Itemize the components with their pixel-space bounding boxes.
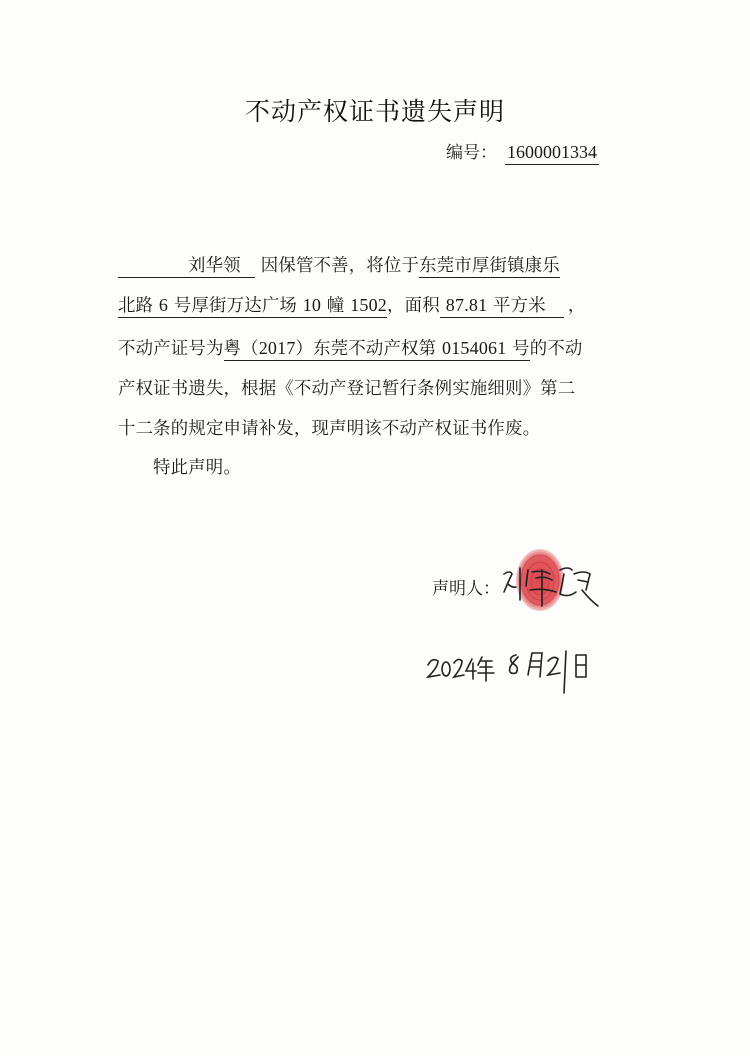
building-number: 10 (302, 295, 322, 315)
certificate-number-field (224, 339, 530, 361)
body-text: 的不动 (529, 339, 583, 359)
handwritten-date (424, 645, 604, 697)
cert-year: 2017 (258, 338, 296, 358)
signature-label: 声明人： (432, 579, 500, 599)
body-text: ， (567, 296, 586, 316)
document-title: 不动产权证书遗失声明 (244, 97, 505, 126)
body-text: ，面积 (387, 296, 440, 316)
closing-statement: 特此声明。 (153, 458, 241, 478)
body-text: 不动产证号为 (118, 339, 224, 359)
cert-number: 0154061 (442, 338, 507, 358)
body-line-4: 产权证书遗失，根据《不动产登记暂行条例实施细则》第二 (118, 379, 576, 399)
area-value: 87.81 (445, 295, 488, 315)
handwritten-signature (498, 540, 608, 620)
cert-text: 号 (512, 339, 530, 359)
area-unit: 平方米 (493, 296, 546, 316)
body-line-3 (118, 337, 583, 360)
document-number-value: 1600001334 (505, 142, 599, 165)
address-text: 号厚街万达广场 (173, 296, 297, 316)
cert-text: ）东莞不动产权第 (295, 339, 437, 359)
property-address-part1: 东莞市厚街镇康乐 (419, 256, 560, 276)
body-line-5: 十二条的规定申请补发，现声明该不动产权证书作废。 (118, 419, 541, 439)
property-address-part2 (118, 296, 387, 318)
document-number-line (446, 138, 599, 165)
red-fingerprint (516, 549, 564, 611)
cert-text: 粤（ (223, 339, 259, 359)
address-text: 北路 (118, 296, 154, 316)
address-number: 6 (158, 295, 169, 315)
body-line-1 (118, 255, 560, 277)
document-number-label: 编号： (446, 143, 497, 163)
body-line-2 (118, 294, 585, 317)
address-text: 幢 (326, 296, 345, 316)
area-field (440, 296, 564, 318)
declarant-name-field (118, 256, 255, 278)
declarant-name: 刘华领 (188, 256, 241, 276)
body-text: 因保管不善，将位于 (260, 256, 420, 276)
unit-number: 1502 (350, 295, 388, 315)
